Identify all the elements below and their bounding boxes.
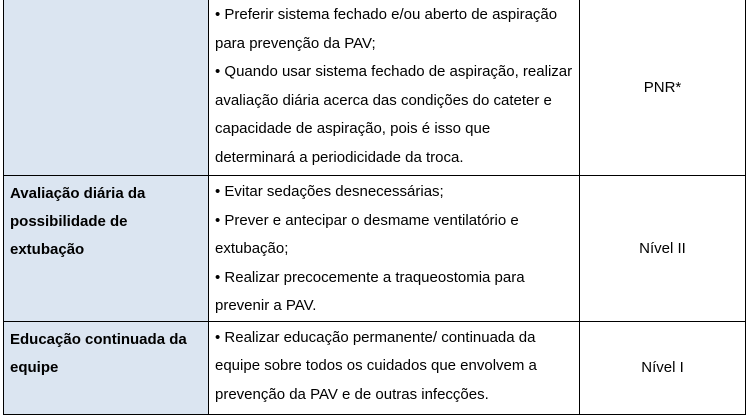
recommendations-table [3, 0, 746, 415]
table-row [4, 176, 746, 322]
recommendations-cell [209, 176, 580, 322]
recommendations-cell [209, 321, 580, 414]
topic-label: Avaliação diária da possibilidade de extubação [10, 185, 146, 258]
evidence-level-label: Nível II [639, 239, 686, 257]
recommendation-item: • Quando usar sistema fechado de aspiração, realizar avaliação diária acerca das condições do cateter e capacidade de aspiração, pois é isso que determinará a periodicidade da troca. [215, 63, 573, 166]
topic-cell [4, 176, 209, 322]
evidence-level-label: Nível I [641, 359, 684, 376]
recommendation-item: • Prever e antecipar o desmame ventilatório e extubação; [215, 211, 519, 257]
evidence-level-label: PNR* [643, 78, 682, 96]
evidence-level-cell [580, 321, 746, 414]
evidence-level-cell [580, 176, 746, 322]
table-row [4, 0, 746, 176]
table-row [4, 321, 746, 414]
topic-cell [4, 0, 209, 176]
recommendation-item: • Realizar educação permanente/ continuada da equipe sobre todos os cuidados que envolvem a prevenção da PAV e de outras infecções. [215, 328, 537, 403]
topic-label: Educação continuada da equipe [10, 330, 187, 376]
topic-cell [4, 321, 209, 414]
recommendations-cell [209, 0, 580, 176]
evidence-level-cell [580, 0, 746, 176]
recommendation-item: • Preferir sistema fechado e/ou aberto de aspiração para prevenção da PAV; [215, 6, 558, 52]
recommendation-item: • Evitar sedações desnecessárias; [215, 183, 444, 200]
recommendation-item: • Realizar precocemente a traqueostomia para prevenir a PAV. [215, 268, 525, 314]
